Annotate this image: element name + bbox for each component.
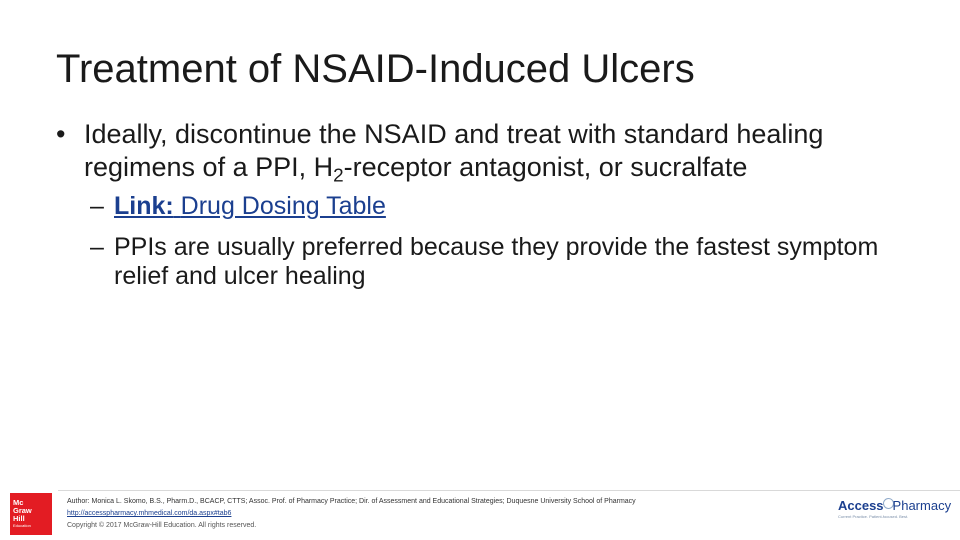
copyright-text: Copyright © 2017 McGraw-Hill Education. All rights reserved. <box>67 522 257 529</box>
drug-dosing-table-link[interactable] <box>114 192 386 220</box>
link-prefix: Link: <box>114 192 174 220</box>
ap-access: Access <box>838 498 884 513</box>
ap-pharmacy: Pharmacy <box>892 498 952 513</box>
slide-title: Treatment of NSAID-Induced Ulcers <box>56 47 695 91</box>
sub-item-link <box>90 192 916 221</box>
footer-divider <box>58 490 960 491</box>
sub-bullet-list <box>90 192 916 291</box>
dash-icon: – <box>90 233 104 261</box>
mh-logo-line4: Education <box>13 523 31 528</box>
footer-credits <box>67 496 827 532</box>
bullet-text-part1: Ideally, discontinue the NSAID and treat with standard healing regimens of a PPI, H <box>84 119 824 182</box>
link-label: Drug Dosing Table <box>180 192 386 220</box>
access-pharmacy-logo <box>838 498 950 528</box>
author-credit: Author: Monica L. Skomo, B.S., Pharm.D., BCACP, CTTS; Assoc. Prof. of Pharmacy Practice; Dir. of Assessment and Educational Strategies; Duquesne University School of Pharmacy <box>67 498 636 505</box>
ap-tagline: Current Practice. Patient-focused. Best. <box>838 514 909 519</box>
mh-logo-line2: Graw <box>13 506 32 515</box>
sub-item-ppi <box>90 233 916 291</box>
subscript-2: 2 <box>333 165 344 187</box>
sub-item-text: PPIs are usually preferred because they provide the fastest symptom relief and ulcer healing <box>114 233 879 290</box>
ap-brand <box>838 498 950 514</box>
bullet-list <box>56 118 916 303</box>
mh-logo-line3: Hill <box>13 514 25 523</box>
bullet-text <box>84 119 824 187</box>
dash-icon: – <box>90 192 104 220</box>
source-url-link[interactable]: http://accesspharmacy.mhmedical.com/da.aspx#tab6 <box>67 510 232 517</box>
bullet-item <box>56 118 916 187</box>
bullet-text-part2: -receptor antagonist, or sucralfate <box>343 152 748 182</box>
bullet-icon: • <box>56 119 66 149</box>
mcgraw-hill-logo <box>10 493 52 535</box>
mh-logo-line1: Mc <box>13 498 24 507</box>
